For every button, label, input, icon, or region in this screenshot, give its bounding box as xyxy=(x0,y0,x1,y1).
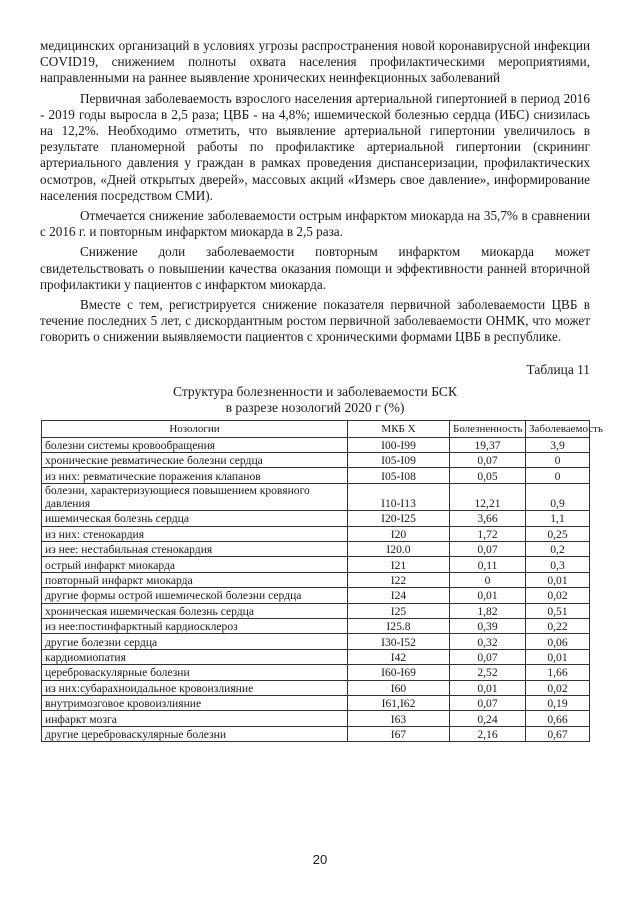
cell-nosology: кардиомиопатия xyxy=(42,649,348,664)
table-row xyxy=(42,634,590,649)
cell-prevalence: 12,21 xyxy=(450,483,526,510)
table-row xyxy=(42,695,590,710)
cell-nosology: ишемическая болезнь сердца xyxy=(42,511,348,526)
table-title xyxy=(40,384,590,416)
cell-prevalence: 0 xyxy=(450,572,526,587)
cell-prevalence: 2,16 xyxy=(450,726,526,741)
table-row xyxy=(42,680,590,695)
table-row xyxy=(42,572,590,587)
cell-prevalence: 0,01 xyxy=(450,588,526,603)
cell-incidence: 0,02 xyxy=(526,680,590,695)
cell-nosology: хроническая ишемическая болезнь сердца xyxy=(42,603,348,618)
cell-incidence: 0,01 xyxy=(526,572,590,587)
paragraph: Отмечается снижение заболеваемости острым инфарктом миокарда на 35,7% в сравнении с 2016 г. и повторным инфарктом миокарда в 2,5 раза. xyxy=(40,208,590,240)
cell-nosology: повторный инфаркт миокарда xyxy=(42,572,348,587)
body-text xyxy=(40,38,590,346)
table-row xyxy=(42,726,590,741)
table-row xyxy=(42,711,590,726)
cell-nosology: хронические ревматические болезни сердца xyxy=(42,453,348,468)
cell-incidence: 0,19 xyxy=(526,695,590,710)
cell-nosology: внутримозговое кровоизлияние xyxy=(42,695,348,710)
cell-icd: I05-I09 xyxy=(348,453,450,468)
cell-icd: I61,I62 xyxy=(348,695,450,710)
cell-icd: I22 xyxy=(348,572,450,587)
table-row xyxy=(42,618,590,633)
table-row xyxy=(42,649,590,664)
cell-icd: I21 xyxy=(348,557,450,572)
paragraph: Снижение доли заболеваемости повторным инфарктом миокарда может свидетельствовать о повышении качества оказания помощи и эффективности ранней вторичной профилактики у пациентов с инфарктом миокарда. xyxy=(40,244,590,292)
cell-icd: I60-I69 xyxy=(348,665,450,680)
page-number: 20 xyxy=(312,852,328,867)
cell-icd: I05-I08 xyxy=(348,468,450,483)
cell-incidence: 1,66 xyxy=(526,665,590,680)
cell-prevalence: 19,37 xyxy=(450,437,526,452)
cell-incidence: 0,06 xyxy=(526,634,590,649)
table-row xyxy=(42,588,590,603)
cell-icd: I25.8 xyxy=(348,618,450,633)
cell-icd: I00-I99 xyxy=(348,437,450,452)
cell-nosology: цереброваскулярные болезни xyxy=(42,665,348,680)
cell-icd: I42 xyxy=(348,649,450,664)
cell-prevalence: 0,07 xyxy=(450,453,526,468)
cell-prevalence: 0,11 xyxy=(450,557,526,572)
cell-nosology: инфаркт мозга xyxy=(42,711,348,726)
cell-prevalence: 1,82 xyxy=(450,603,526,618)
cell-nosology: острый инфаркт миокарда xyxy=(42,557,348,572)
cell-incidence: 0,3 xyxy=(526,557,590,572)
cell-nosology: из нее:постинфарктный кардиосклероз xyxy=(42,618,348,633)
cell-incidence: 0,01 xyxy=(526,649,590,664)
cell-icd: I20 xyxy=(348,526,450,541)
cell-incidence: 1,1 xyxy=(526,511,590,526)
table-label: Таблица 11 xyxy=(526,361,590,377)
table-row xyxy=(42,603,590,618)
cell-incidence: 0,02 xyxy=(526,588,590,603)
cell-prevalence: 0,07 xyxy=(450,695,526,710)
nosology-table xyxy=(41,420,603,742)
cell-prevalence: 0,07 xyxy=(450,649,526,664)
table-row xyxy=(42,511,590,526)
cell-prevalence: 0,24 xyxy=(450,711,526,726)
cell-prevalence: 3,66 xyxy=(450,511,526,526)
header-prevalence: Болезненность xyxy=(450,420,526,437)
cell-nosology: из них: стенокардия xyxy=(42,526,348,541)
table-row xyxy=(42,453,590,468)
cell-prevalence: 2,52 xyxy=(450,665,526,680)
cell-nosology: из них: ревматические поражения клапанов xyxy=(42,468,348,483)
cell-incidence: 0,9 xyxy=(526,483,590,510)
cell-icd: I30-I52 xyxy=(348,634,450,649)
header-nosology: Нозологии xyxy=(42,420,348,437)
table-row xyxy=(42,483,590,510)
cell-icd: I20.0 xyxy=(348,542,450,557)
cell-incidence: 0 xyxy=(526,453,590,468)
table-title-line1: Структура болезненности и заболеваемости БСК xyxy=(172,383,458,399)
cell-prevalence: 0,39 xyxy=(450,618,526,633)
cell-nosology: болезни, характеризующиеся повышением кровяного давления xyxy=(42,483,348,510)
table-title-line2: в разрезе нозологий 2020 г (%) xyxy=(225,399,405,415)
table-row xyxy=(42,542,590,557)
cell-nosology: другие цереброваскулярные болезни xyxy=(42,726,348,741)
table-row xyxy=(42,526,590,541)
cell-nosology: из нее: нестабильная стенокардия xyxy=(42,542,348,557)
paragraph: медицинских организаций в условиях угрозы распространения новой коронавирусной инфекции COVID19, снижением полноты охвата населения профилактическими мероприятиями, направленными на раннее выявление хронических неинфекционных заболеваний xyxy=(40,38,590,86)
cell-incidence: 0,2 xyxy=(526,542,590,557)
cell-incidence: 0,25 xyxy=(526,526,590,541)
cell-icd: I24 xyxy=(348,588,450,603)
cell-icd: I63 xyxy=(348,711,450,726)
cell-incidence: 0,51 xyxy=(526,603,590,618)
cell-nosology: болезни системы кровообращения xyxy=(42,437,348,452)
cell-icd: I60 xyxy=(348,680,450,695)
cell-incidence: 0 xyxy=(526,468,590,483)
header-incidence: Заболеваемость xyxy=(526,420,590,437)
cell-incidence: 0,67 xyxy=(526,726,590,741)
cell-nosology: из них:субарахноидальное кровоизлияние xyxy=(42,680,348,695)
table-row xyxy=(42,468,590,483)
table-row xyxy=(42,557,590,572)
table-header-row xyxy=(42,420,590,437)
cell-icd: I67 xyxy=(348,726,450,741)
cell-icd: I25 xyxy=(348,603,450,618)
cell-prevalence: 0,07 xyxy=(450,542,526,557)
paragraph: Первичная заболеваемость взрослого населения артериальной гипертонией в период 2016 - 2019 годы выросла в 2,5 раза; ЦВБ - на 4,8%; ишемической болезнью сердца (ИБС) снизилась на 12,2%. Необходимо отметить, что выявление артериальной гипертонии увеличилось в результате планомерной работы по профилактике артериальной гипертонии (скрининг артериального давления у граждан в рамках проведения диспансеризации, профилактических осмотров, «Дней открытых дверей», массовых акций «Измерь свое давление», информирование населения посредством СМИ). xyxy=(40,90,590,203)
cell-prevalence: 0,01 xyxy=(450,680,526,695)
header-icd: МКБ Х xyxy=(348,420,450,437)
cell-prevalence: 0,05 xyxy=(450,468,526,483)
cell-icd: I20-I25 xyxy=(348,511,450,526)
cell-incidence: 3,9 xyxy=(526,437,590,452)
cell-prevalence: 1,72 xyxy=(450,526,526,541)
cell-incidence: 0,22 xyxy=(526,618,590,633)
cell-prevalence: 0,32 xyxy=(450,634,526,649)
table-row xyxy=(42,437,590,452)
table-row xyxy=(42,665,590,680)
cell-nosology: другие болезни сердца xyxy=(42,634,348,649)
cell-nosology: другие формы острой ишемической болезни сердца xyxy=(42,588,348,603)
cell-icd: I10-I13 xyxy=(348,483,450,510)
document-page xyxy=(40,38,603,742)
cell-incidence: 0,66 xyxy=(526,711,590,726)
paragraph: Вместе с тем, регистрируется снижение показателя первичной заболеваемости ЦВБ в течение последних 5 лет, с дискордантным ростом первичной заболеваемости ОНМК, что может говорить о снижении выявляемости пациентов с хроническими формами ЦВБ в республике. xyxy=(40,297,590,345)
